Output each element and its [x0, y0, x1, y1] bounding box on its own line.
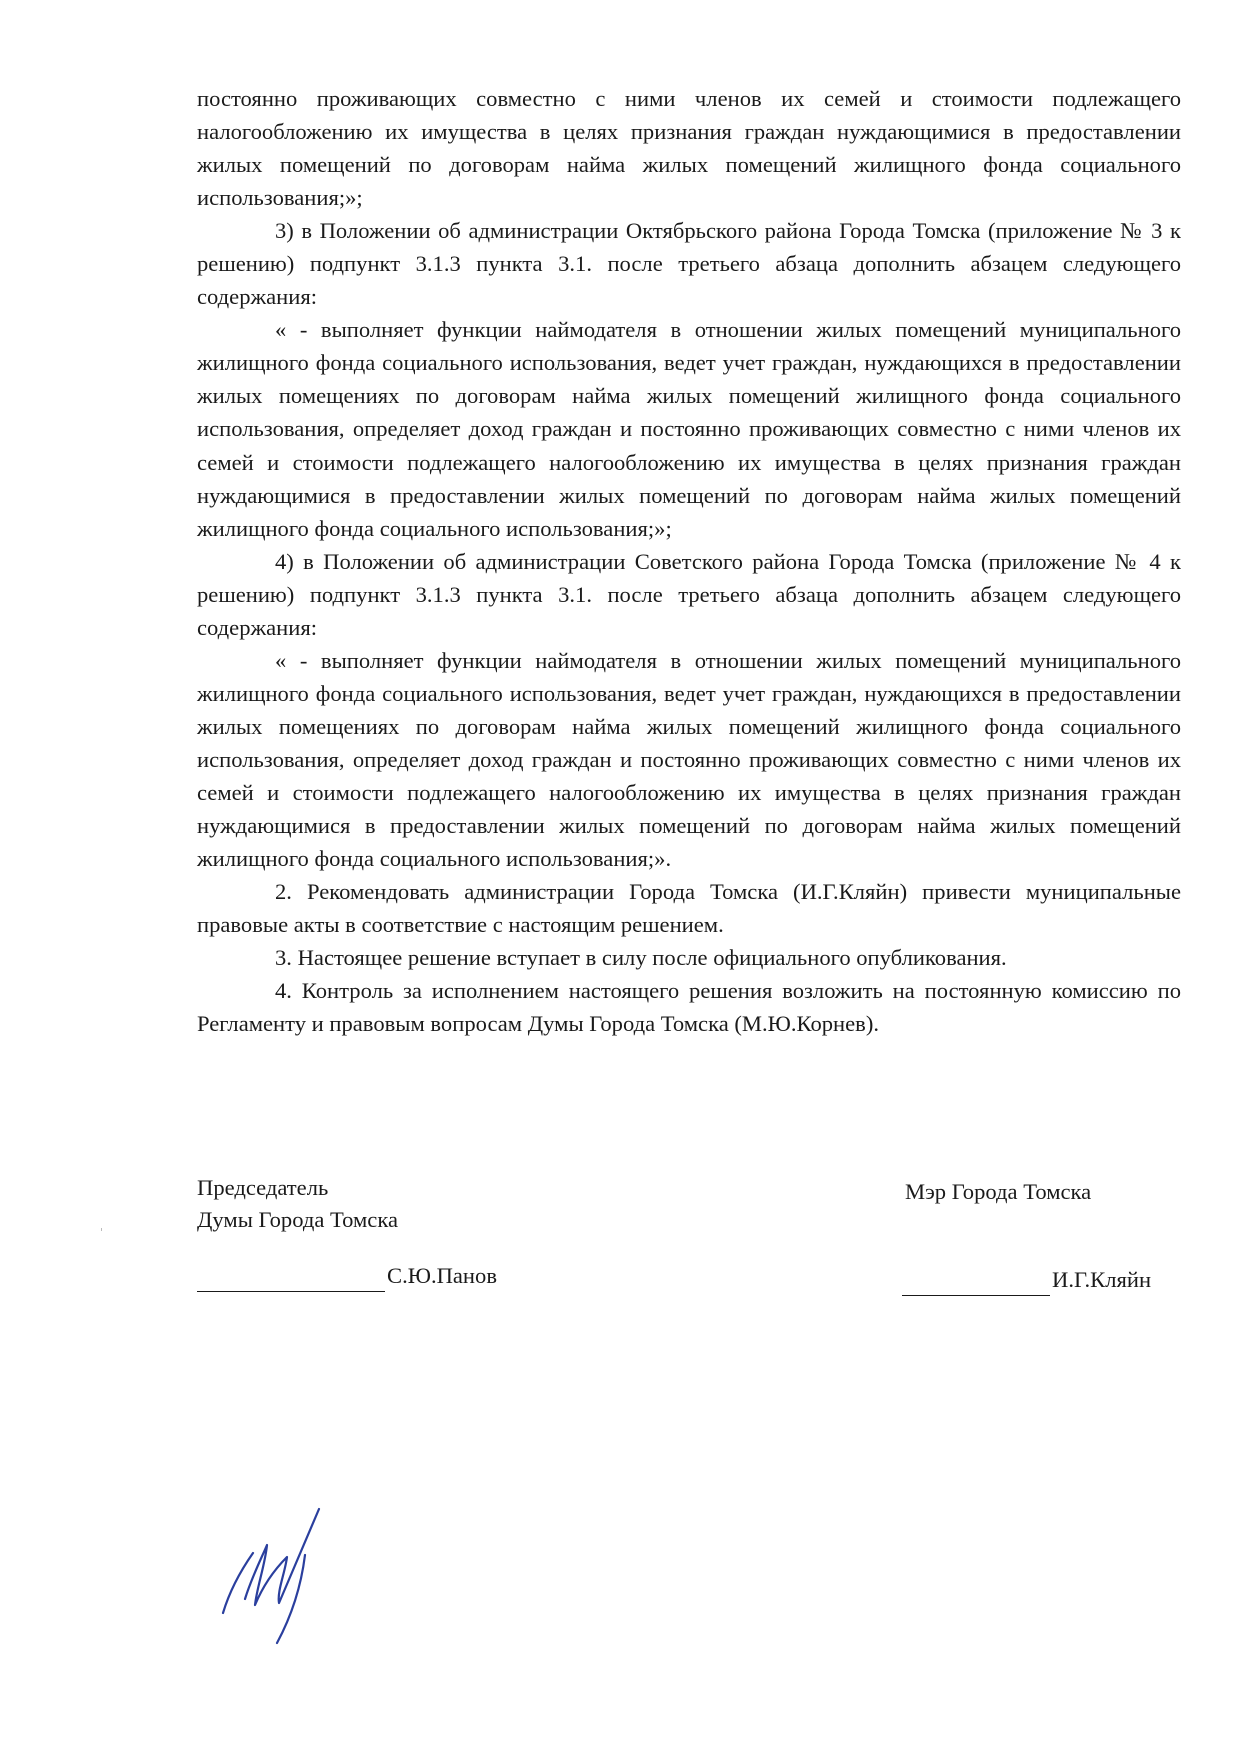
signature-stroke	[223, 1509, 319, 1643]
chairman-title	[197, 1172, 398, 1236]
document-body	[197, 82, 1181, 1040]
chairman-signature-block	[197, 1260, 497, 1292]
mayor-signature-block	[902, 1264, 1151, 1296]
paragraph-item-4: 4) в Положении об администрации Советского района Города Томска (приложение № 4 к решению) подпункт 3.1.3 пункта 3.1. после третьего абзаца дополнить абзацем следующего содержания:	[197, 548, 1181, 640]
paragraph-clause-4: 4. Контроль за исполнением настоящего решения возложить на постоянную комиссию по Регламенту и правовым вопросам Думы Города Томска (М.Ю.Корнев).	[197, 978, 1181, 1037]
scan-margin-mark	[101, 1228, 102, 1231]
chairman-signature-line	[197, 1267, 385, 1292]
mayor-signature-line	[902, 1271, 1050, 1296]
mayor-title: Мэр Города Томска	[905, 1179, 1092, 1204]
chairman-title-line2: Думы Города Томска	[197, 1207, 398, 1232]
paragraph-clause-3: 3. Настоящее решение вступает в силу после официального опубликования.	[275, 945, 1007, 971]
paragraph-item-3: 3) в Положении об администрации Октябрьского района Города Томска (приложение № 3 к решению) подпункт 3.1.3 пункта 3.1. после третьего абзаца дополнить абзацем следующего содержания:	[197, 218, 1181, 310]
paragraph-continuation: постоянно проживающих совместно с ними членов их семей и стоимости подлежащего налогообложению их имущества в целях признания граждан нуждающимися в предоставлении жилых помещений по договорам найма жилых помещений жилищного фонда социального использования;»;	[197, 86, 1181, 211]
paragraph-clause-2: 2. Рекомендовать администрации Города Томска (И.Г.Кляйн) привести муниципальные правовые акты в соответствие с настоящим решением.	[197, 879, 1181, 938]
chairman-title-line1: Председатель	[197, 1175, 329, 1200]
mayor-name: И.Г.Кляйн	[1052, 1267, 1152, 1292]
chairman-name: С.Ю.Панов	[387, 1263, 497, 1288]
paragraph-quote-3: « - выполняет функции наймодателя в отношении жилых помещений муниципального жилищного фонда социального использования, ведет учет граждан, нуждающихся в предоставлении жилых помещениях по договорам найма жилых помещений жилищного фонда социального использования, определяет доход граждан и постоянно проживающих совместно с ними членов их семей и стоимости подлежащего налогообложению их имущества в целях признания граждан нуждающимися в предоставлении жилых помещений по договорам найма жилых помещений жилищного фонда социального использования;»;	[197, 317, 1181, 541]
handwritten-signature	[205, 1495, 335, 1645]
paragraph-quote-4: « - выполняет функции наймодателя в отношении жилых помещений муниципального жилищного фонда социального использования, ведет учет граждан, нуждающихся в предоставлении жилых помещениях по договорам найма жилых помещений жилищного фонда социального использования, определяет доход граждан и постоянно проживающих совместно с ними членов их семей и стоимости подлежащего налогообложению их имущества в целях признания граждан нуждающимися в предоставлении жилых помещений по договорам найма жилых помещений жилищного фонда социального использования;».	[197, 647, 1181, 872]
